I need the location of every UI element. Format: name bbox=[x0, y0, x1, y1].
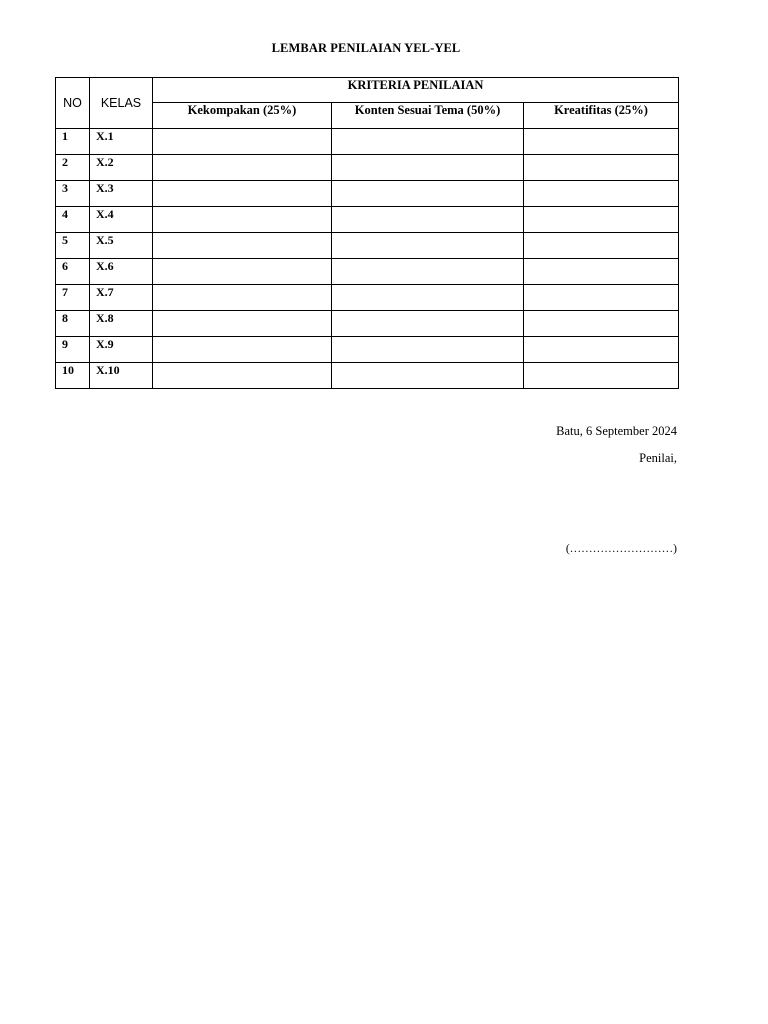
score-cell-kekompakan[interactable] bbox=[153, 285, 332, 311]
row-class: X.5 bbox=[90, 233, 153, 259]
criteria-header-kekompakan: Kekompakan (25%) bbox=[153, 103, 332, 129]
score-cell-kreatifitas[interactable] bbox=[524, 363, 679, 389]
assessor-label: Penilai, bbox=[639, 451, 677, 465]
row-class: X.3 bbox=[90, 181, 153, 207]
score-cell-konten[interactable] bbox=[332, 311, 524, 337]
row-class: X.6 bbox=[90, 259, 153, 285]
row-number: 3 bbox=[56, 181, 90, 207]
row-number: 7 bbox=[56, 285, 90, 311]
row-class: X.2 bbox=[90, 155, 153, 181]
score-cell-kekompakan[interactable] bbox=[153, 337, 332, 363]
row-number: 5 bbox=[56, 233, 90, 259]
column-header-no: NO bbox=[56, 78, 90, 129]
row-number: 1 bbox=[56, 129, 90, 155]
score-cell-kekompakan[interactable] bbox=[153, 155, 332, 181]
score-cell-konten[interactable] bbox=[332, 155, 524, 181]
score-cell-kreatifitas[interactable] bbox=[524, 155, 679, 181]
table-row bbox=[56, 363, 679, 389]
score-cell-kreatifitas[interactable] bbox=[524, 207, 679, 233]
column-header-kelas: KELAS bbox=[90, 78, 153, 129]
score-cell-kekompakan[interactable] bbox=[153, 311, 332, 337]
row-class: X.4 bbox=[90, 207, 153, 233]
row-class: X.1 bbox=[90, 129, 153, 155]
table-row bbox=[56, 155, 679, 181]
score-cell-kekompakan[interactable] bbox=[153, 129, 332, 155]
table-row bbox=[56, 311, 679, 337]
score-cell-kekompakan[interactable] bbox=[153, 363, 332, 389]
score-cell-kreatifitas[interactable] bbox=[524, 181, 679, 207]
score-cell-kreatifitas[interactable] bbox=[524, 311, 679, 337]
score-cell-kekompakan[interactable] bbox=[153, 259, 332, 285]
row-number: 4 bbox=[56, 207, 90, 233]
row-number: 9 bbox=[56, 337, 90, 363]
score-cell-kreatifitas[interactable] bbox=[524, 337, 679, 363]
score-cell-konten[interactable] bbox=[332, 207, 524, 233]
row-number: 2 bbox=[56, 155, 90, 181]
table-row bbox=[56, 207, 679, 233]
criteria-header-kreatifitas: Kreatifitas (25%) bbox=[524, 103, 679, 129]
score-cell-kreatifitas[interactable] bbox=[524, 233, 679, 259]
row-class: X.9 bbox=[90, 337, 153, 363]
table-row bbox=[56, 285, 679, 311]
score-cell-konten[interactable] bbox=[332, 337, 524, 363]
row-class: X.7 bbox=[90, 285, 153, 311]
score-cell-konten[interactable] bbox=[332, 259, 524, 285]
criteria-header-konten: Konten Sesuai Tema (50%) bbox=[332, 103, 524, 129]
score-cell-konten[interactable] bbox=[332, 285, 524, 311]
score-cell-konten[interactable] bbox=[332, 233, 524, 259]
place-date: Batu, 6 September 2024 bbox=[556, 424, 677, 438]
score-cell-kekompakan[interactable] bbox=[153, 233, 332, 259]
score-cell-kekompakan[interactable] bbox=[153, 181, 332, 207]
document-title: LEMBAR PENILAIAN YEL-YEL bbox=[271, 41, 461, 55]
score-cell-konten[interactable] bbox=[332, 129, 524, 155]
signature-line: (………………………) bbox=[565, 543, 677, 555]
row-class: X.8 bbox=[90, 311, 153, 337]
row-class: X.10 bbox=[90, 363, 153, 389]
row-number: 6 bbox=[56, 259, 90, 285]
score-cell-kreatifitas[interactable] bbox=[524, 285, 679, 311]
row-number: 8 bbox=[56, 311, 90, 337]
table-row bbox=[56, 259, 679, 285]
table-row bbox=[56, 129, 679, 155]
table-row bbox=[56, 337, 679, 363]
assessment-table bbox=[55, 77, 679, 389]
score-cell-kreatifitas[interactable] bbox=[524, 259, 679, 285]
table-row bbox=[56, 181, 679, 207]
row-number: 10 bbox=[56, 363, 90, 389]
score-cell-konten[interactable] bbox=[332, 363, 524, 389]
criteria-group-header: KRITERIA PENILAIAN bbox=[153, 78, 679, 103]
score-cell-konten[interactable] bbox=[332, 181, 524, 207]
score-cell-kekompakan[interactable] bbox=[153, 207, 332, 233]
table-row bbox=[56, 233, 679, 259]
score-cell-kreatifitas[interactable] bbox=[524, 129, 679, 155]
